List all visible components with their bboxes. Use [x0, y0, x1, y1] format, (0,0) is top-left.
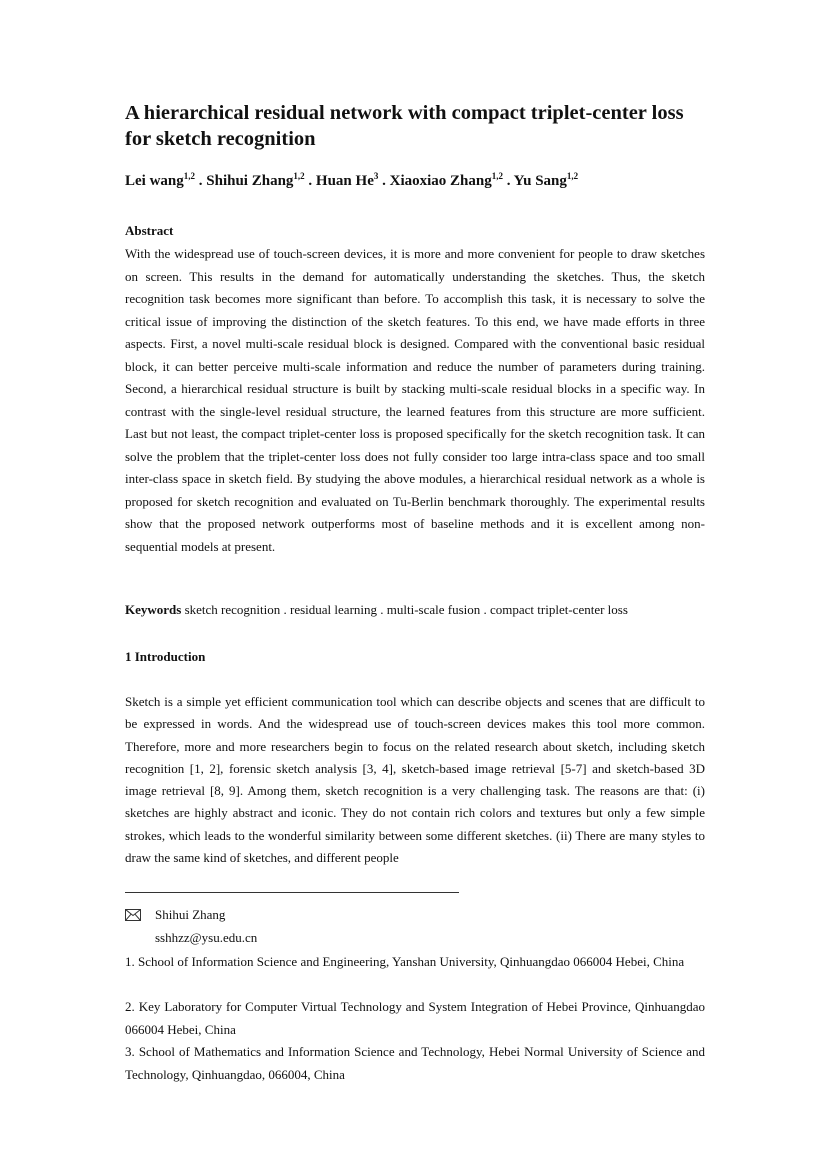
- author-name: Xiaoxiao Zhang: [389, 173, 492, 189]
- author-affiliation-marker: 1,2: [183, 171, 196, 181]
- keywords-text: sketch recognition . residual learning . multi-scale fusion . compact triplet-center loss: [181, 602, 628, 617]
- author-affiliation-marker: 1,2: [491, 171, 503, 181]
- author-separator: .: [378, 173, 390, 189]
- introduction-text: Sketch is a simple yet efficient communication tool which can describe objects and scenes that are difficult to be expressed in words. And the widespread use of touch-screen devices makes this tool more common. Therefore, more and more researchers begin to focus on the related research about sketch, including sketch recognition [1, 2], forensic sketch analysis [3, 4], sketch-based image retrieval [5-7] and sketch-based 3D image retrieval [8, 9]. Among them, sketch recognition is a very challenging task. The reasons are that: (i) sketches are highly abstract and iconic. They do not contain rich colors and textures but only a few simple strokes, which leads to the wonderful similarity between some different sketches. (ii) There are many styles to draw the same kind of sketches, and different people: [125, 694, 705, 866]
- affiliation-2: 2. Key Laboratory for Computer Virtual Technology and System Integration of Hebei Province, Qinhuangdao 066004 Hebei, China: [125, 999, 705, 1037]
- author-list: [125, 173, 725, 190]
- author-separator: .: [502, 173, 514, 189]
- affiliation-1: 1. School of Information Science and Engineering, Yanshan University, Qinhuangdao 066004 Hebei, China: [125, 954, 685, 969]
- author-separator: .: [195, 173, 207, 189]
- author-name: Lei wang: [125, 173, 184, 189]
- section-heading-introduction: 1 Introduction: [125, 649, 206, 664]
- corresponding-author-email[interactable]: sshhzz@ysu.edu.cn: [155, 930, 258, 945]
- abstract-text: With the widespread use of touch-screen devices, it is more and more convenient for people to draw sketches on screen. This results in the demand for automatically understanding the sketches. Thus, the sketch recognition task becomes more significant than before. To accomplish this task, it is necessary to solve the critical issue of improving the distinction of the sketch features. To this end, we have made efforts in three aspects. First, a novel multi-scale residual block is designed. Compared with the conventional basic residual block, it can better perceive multi-scale information and reduce the number of parameters during training. Second, a hierarchical residual structure is built by stacking multi-scale residual blocks in a specific way. In contrast with the single-level residual structure, the learned features from this structure are more sufficient. Last but not least, the compact triplet-center loss is proposed specifically for the sketch recognition task. It can solve the problem that the triplet-center loss does not fully consider too large intra-class space and too small inter-class space in sketch field. By studying the above modules, a hierarchical residual network as a whole is proposed for sketch recognition and evaluated on Tu-Berlin benchmark thoroughly. The experimental results show that the proposed network outperforms most of baseline methods and it is excellent among non-sequential models at present.: [125, 246, 705, 554]
- author-separator: .: [304, 173, 316, 189]
- keywords-line: [125, 602, 725, 618]
- author-affiliation-marker: 1,2: [566, 171, 579, 181]
- author-name: Shihui Zhang: [206, 173, 294, 189]
- affiliation-3: 3. School of Mathematics and Information Science and Technology, Hebei Normal University of Science and Technology, Qinhuangdao, 066004, China: [125, 1044, 705, 1082]
- author-affiliation-marker: 3: [373, 171, 379, 181]
- corresponding-author-row: [125, 907, 225, 923]
- keywords-label: Keywords: [125, 602, 182, 617]
- corresponding-author-name: Shihui Zhang: [155, 907, 226, 922]
- author-name: Huan He: [315, 173, 374, 189]
- abstract-heading: Abstract: [125, 223, 174, 238]
- footnote-divider: [125, 892, 459, 893]
- author-affiliation-marker: 1,2: [293, 171, 305, 181]
- envelope-icon: [125, 909, 141, 921]
- author-name: Yu Sang: [513, 173, 567, 189]
- paper-title: A hierarchical residual network with compact triplet-center loss for sketch recognition: [125, 102, 684, 150]
